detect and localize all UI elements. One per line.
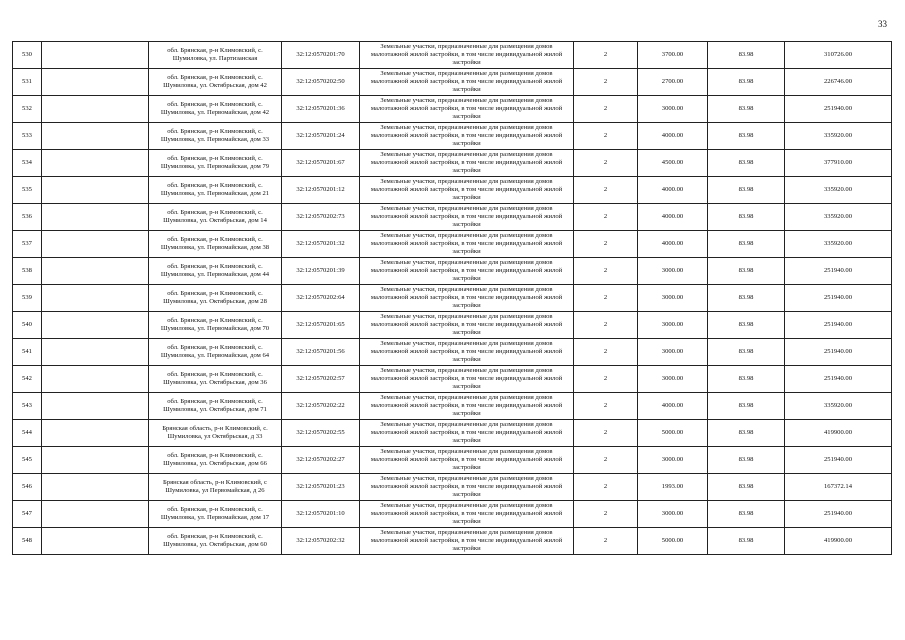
land-use-cell: Земельные участки, предназначенные для размещения домов малоэтажной жилой застройки, в том числе индивидуальной жилой застройки <box>360 123 574 150</box>
land-use-cell: Земельные участки, предназначенные для размещения домов малоэтажной жилой застройки, в том числе индивидуальной жилой застройки <box>360 285 574 312</box>
cadastral-value-cell: 251940.00 <box>785 312 892 339</box>
group-cell: 2 <box>574 285 638 312</box>
rate-cell: 83.98 <box>708 528 785 555</box>
rate-cell: 83.98 <box>708 123 785 150</box>
address-cell: обл. Брянская, р-н Климовский, с. Шумиловка, ул. Октябрьская, дом 14 <box>149 204 282 231</box>
group-cell: 2 <box>574 528 638 555</box>
cadastral-number-cell: 32:12:0570202:64 <box>282 285 360 312</box>
area-cell: 3000.00 <box>638 339 708 366</box>
cadastral-value-cell: 335920.00 <box>785 177 892 204</box>
group-cell: 2 <box>574 447 638 474</box>
address-cell: обл. Брянская, р-н Климовский, с. Шумиловка, ул. Первомайская, дом 79 <box>149 150 282 177</box>
table-row <box>13 96 892 123</box>
rate-cell: 83.98 <box>708 177 785 204</box>
rate-cell: 83.98 <box>708 393 785 420</box>
spacer-cell <box>42 42 149 69</box>
cadastral-value-cell: 310726.00 <box>785 42 892 69</box>
row-number: 545 <box>13 447 42 474</box>
cadastral-number-cell: 32:12:0570202:57 <box>282 366 360 393</box>
land-use-cell: Земельные участки, предназначенные для размещения домов малоэтажной жилой застройки, в том числе индивидуальной жилой застройки <box>360 150 574 177</box>
spacer-cell <box>42 285 149 312</box>
row-number: 536 <box>13 204 42 231</box>
group-cell: 2 <box>574 312 638 339</box>
spacer-cell <box>42 123 149 150</box>
land-use-cell: Земельные участки, предназначенные для размещения домов малоэтажной жилой застройки, в том числе индивидуальной жилой застройки <box>360 312 574 339</box>
group-cell: 2 <box>574 150 638 177</box>
row-number: 541 <box>13 339 42 366</box>
cadastral-number-cell: 32:12:0570201:23 <box>282 474 360 501</box>
table-row <box>13 177 892 204</box>
cadastral-value-cell: 251940.00 <box>785 366 892 393</box>
rate-cell: 83.98 <box>708 501 785 528</box>
area-cell: 3000.00 <box>638 285 708 312</box>
address-cell: Брянская область, р-н Климовский, с Шумиловка, ул Первомайская, д 26 <box>149 474 282 501</box>
cadastral-number-cell: 32:12:0570202:55 <box>282 420 360 447</box>
group-cell: 2 <box>574 474 638 501</box>
cadastral-value-cell: 419900.00 <box>785 528 892 555</box>
cadastral-value-cell: 335920.00 <box>785 123 892 150</box>
area-cell: 3000.00 <box>638 447 708 474</box>
row-number: 544 <box>13 420 42 447</box>
rate-cell: 83.98 <box>708 312 785 339</box>
spacer-cell <box>42 204 149 231</box>
page-number: 33 <box>878 19 887 29</box>
spacer-cell <box>42 528 149 555</box>
cadastral-value-cell: 335920.00 <box>785 231 892 258</box>
rate-cell: 83.98 <box>708 204 785 231</box>
land-use-cell: Земельные участки, предназначенные для размещения домов малоэтажной жилой застройки, в том числе индивидуальной жилой застройки <box>360 177 574 204</box>
cadastral-number-cell: 32:12:0570201:24 <box>282 123 360 150</box>
table-row <box>13 393 892 420</box>
table-row <box>13 339 892 366</box>
rate-cell: 83.98 <box>708 42 785 69</box>
rate-cell: 83.98 <box>708 447 785 474</box>
land-use-cell: Земельные участки, предназначенные для размещения домов малоэтажной жилой застройки, в том числе индивидуальной жилой застройки <box>360 447 574 474</box>
cadastral-number-cell: 32:12:0570201:32 <box>282 231 360 258</box>
area-cell: 3000.00 <box>638 258 708 285</box>
address-cell: обл. Брянская, р-н Климовский, с. Шумиловка, ул. Октябрьская, дом 42 <box>149 69 282 96</box>
group-cell: 2 <box>574 501 638 528</box>
row-number: 538 <box>13 258 42 285</box>
table-row <box>13 285 892 312</box>
row-number: 540 <box>13 312 42 339</box>
area-cell: 1993.00 <box>638 474 708 501</box>
rate-cell: 83.98 <box>708 420 785 447</box>
address-cell: обл. Брянская, р-н Климовский, с. Шумиловка, ул. Октябрьская, дом 28 <box>149 285 282 312</box>
address-cell: обл. Брянская, р-н Климовский, с. Шумиловка, ул. Первомайская, дом 70 <box>149 312 282 339</box>
area-cell: 3000.00 <box>638 96 708 123</box>
spacer-cell <box>42 420 149 447</box>
area-cell: 3000.00 <box>638 366 708 393</box>
address-cell: обл. Брянская, р-н Климовский, с. Шумиловка, ул. Первомайская, дом 38 <box>149 231 282 258</box>
spacer-cell <box>42 393 149 420</box>
spacer-cell <box>42 177 149 204</box>
land-use-cell: Земельные участки, предназначенные для размещения домов малоэтажной жилой застройки, в том числе индивидуальной жилой застройки <box>360 528 574 555</box>
group-cell: 2 <box>574 420 638 447</box>
spacer-cell <box>42 366 149 393</box>
group-cell: 2 <box>574 366 638 393</box>
address-cell: обл. Брянская, р-н Климовский, с. Шумиловка, ул. Октябрьская, дом 60 <box>149 528 282 555</box>
land-use-cell: Земельные участки, предназначенные для размещения домов малоэтажной жилой застройки, в том числе индивидуальной жилой застройки <box>360 366 574 393</box>
cadastral-value-cell: 251940.00 <box>785 285 892 312</box>
cadastral-value-cell: 251940.00 <box>785 339 892 366</box>
land-use-cell: Земельные участки, предназначенные для размещения домов малоэтажной жилой застройки, в том числе индивидуальной жилой застройки <box>360 42 574 69</box>
address-cell: обл. Брянская, р-н Климовский, с. Шумиловка, ул. Первомайская, дом 17 <box>149 501 282 528</box>
row-number: 546 <box>13 474 42 501</box>
group-cell: 2 <box>574 177 638 204</box>
group-cell: 2 <box>574 258 638 285</box>
spacer-cell <box>42 258 149 285</box>
land-use-cell: Земельные участки, предназначенные для размещения домов малоэтажной жилой застройки, в том числе индивидуальной жилой застройки <box>360 258 574 285</box>
table-row <box>13 231 892 258</box>
area-cell: 3000.00 <box>638 312 708 339</box>
address-cell: обл. Брянская, р-н Климовский, с. Шумиловка, ул. Первомайская, дом 21 <box>149 177 282 204</box>
land-use-cell: Земельные участки, предназначенные для размещения домов малоэтажной жилой застройки, в том числе индивидуальной жилой застройки <box>360 204 574 231</box>
address-cell: обл. Брянская, р-н Климовский, с. Шумиловка, ул. Первомайская, дом 64 <box>149 339 282 366</box>
group-cell: 2 <box>574 231 638 258</box>
address-cell: Брянская область, р-н Климовский, с. Шумиловка, ул Октябрьская, д 33 <box>149 420 282 447</box>
table-row <box>13 42 892 69</box>
row-number: 530 <box>13 42 42 69</box>
area-cell: 5000.00 <box>638 420 708 447</box>
cadastral-number-cell: 32:12:0570201:56 <box>282 339 360 366</box>
land-use-cell: Земельные участки, предназначенные для размещения домов малоэтажной жилой застройки, в том числе индивидуальной жилой застройки <box>360 420 574 447</box>
cadastral-number-cell: 32:12:0570202:27 <box>282 447 360 474</box>
area-cell: 4000.00 <box>638 177 708 204</box>
row-number: 539 <box>13 285 42 312</box>
area-cell: 3000.00 <box>638 501 708 528</box>
cadastral-number-cell: 32:12:0570201:36 <box>282 96 360 123</box>
table-row <box>13 447 892 474</box>
spacer-cell <box>42 501 149 528</box>
land-use-cell: Земельные участки, предназначенные для размещения домов малоэтажной жилой застройки, в том числе индивидуальной жилой застройки <box>360 393 574 420</box>
address-cell: обл. Брянская, р-н Климовский, с. Шумиловка, ул. Октябрьская, дом 71 <box>149 393 282 420</box>
area-cell: 4000.00 <box>638 123 708 150</box>
cadastral-number-cell: 32:12:0570201:67 <box>282 150 360 177</box>
land-use-cell: Земельные участки, предназначенные для размещения домов малоэтажной жилой застройки, в том числе индивидуальной жилой застройки <box>360 501 574 528</box>
land-use-cell: Земельные участки, предназначенные для размещения домов малоэтажной жилой застройки, в том числе индивидуальной жилой застройки <box>360 96 574 123</box>
area-cell: 4000.00 <box>638 204 708 231</box>
table-row <box>13 420 892 447</box>
group-cell: 2 <box>574 339 638 366</box>
spacer-cell <box>42 69 149 96</box>
cadastral-number-cell: 32:12:0570202:32 <box>282 528 360 555</box>
area-cell: 4000.00 <box>638 231 708 258</box>
group-cell: 2 <box>574 69 638 96</box>
cadastral-value-cell: 419900.00 <box>785 420 892 447</box>
rate-cell: 83.98 <box>708 258 785 285</box>
row-number: 547 <box>13 501 42 528</box>
row-number: 548 <box>13 528 42 555</box>
land-use-cell: Земельные участки, предназначенные для размещения домов малоэтажной жилой застройки, в том числе индивидуальной жилой застройки <box>360 231 574 258</box>
area-cell: 4500.00 <box>638 150 708 177</box>
cadastral-value-cell: 251940.00 <box>785 447 892 474</box>
table-row <box>13 150 892 177</box>
table-row <box>13 258 892 285</box>
land-register-table <box>12 41 892 555</box>
cadastral-value-cell: 251940.00 <box>785 258 892 285</box>
rate-cell: 83.98 <box>708 339 785 366</box>
cadastral-value-cell: 377910.00 <box>785 150 892 177</box>
rate-cell: 83.98 <box>708 231 785 258</box>
area-cell: 3700.00 <box>638 42 708 69</box>
land-use-cell: Земельные участки, предназначенные для размещения домов малоэтажной жилой застройки, в том числе индивидуальной жилой застройки <box>360 474 574 501</box>
spacer-cell <box>42 96 149 123</box>
rate-cell: 83.98 <box>708 285 785 312</box>
cadastral-value-cell: 251940.00 <box>785 501 892 528</box>
row-number: 534 <box>13 150 42 177</box>
address-cell: обл. Брянская, р-н Климовский, с. Шумиловка, ул. Партизанская <box>149 42 282 69</box>
address-cell: обл. Брянская, р-н Климовский, с. Шумиловка, ул. Первомайская, дом 33 <box>149 123 282 150</box>
address-cell: обл. Брянская, р-н Климовский, с. Шумиловка, ул. Первомайская, дом 42 <box>149 96 282 123</box>
land-use-cell: Земельные участки, предназначенные для размещения домов малоэтажной жилой застройки, в том числе индивидуальной жилой застройки <box>360 69 574 96</box>
group-cell: 2 <box>574 393 638 420</box>
group-cell: 2 <box>574 204 638 231</box>
cadastral-number-cell: 32:12:0570202:73 <box>282 204 360 231</box>
table-row <box>13 312 892 339</box>
rate-cell: 83.98 <box>708 474 785 501</box>
table-body <box>13 42 892 555</box>
rate-cell: 83.98 <box>708 96 785 123</box>
group-cell: 2 <box>574 96 638 123</box>
spacer-cell <box>42 231 149 258</box>
spacer-cell <box>42 150 149 177</box>
cadastral-value-cell: 226746.00 <box>785 69 892 96</box>
row-number: 542 <box>13 366 42 393</box>
table-row <box>13 123 892 150</box>
row-number: 537 <box>13 231 42 258</box>
land-use-cell: Земельные участки, предназначенные для размещения домов малоэтажной жилой застройки, в том числе индивидуальной жилой застройки <box>360 339 574 366</box>
row-number: 543 <box>13 393 42 420</box>
cadastral-value-cell: 335920.00 <box>785 204 892 231</box>
cadastral-value-cell: 335920.00 <box>785 393 892 420</box>
spacer-cell <box>42 474 149 501</box>
row-number: 533 <box>13 123 42 150</box>
rate-cell: 83.98 <box>708 69 785 96</box>
cadastral-number-cell: 32:12:0570201:70 <box>282 42 360 69</box>
cadastral-value-cell: 167372.14 <box>785 474 892 501</box>
group-cell: 2 <box>574 123 638 150</box>
table-row <box>13 474 892 501</box>
table-row <box>13 501 892 528</box>
area-cell: 2700.00 <box>638 69 708 96</box>
rate-cell: 83.98 <box>708 366 785 393</box>
spacer-cell <box>42 312 149 339</box>
row-number: 535 <box>13 177 42 204</box>
table-row <box>13 69 892 96</box>
rate-cell: 83.98 <box>708 150 785 177</box>
cadastral-number-cell: 32:12:0570202:22 <box>282 393 360 420</box>
cadastral-number-cell: 32:12:0570201:65 <box>282 312 360 339</box>
spacer-cell <box>42 339 149 366</box>
address-cell: обл. Брянская, р-н Климовский, с. Шумиловка, ул. Первомайская, дом 44 <box>149 258 282 285</box>
cadastral-value-cell: 251940.00 <box>785 96 892 123</box>
area-cell: 5000.00 <box>638 528 708 555</box>
cadastral-number-cell: 32:12:0570201:12 <box>282 177 360 204</box>
table-row <box>13 204 892 231</box>
group-cell: 2 <box>574 42 638 69</box>
address-cell: обл. Брянская, р-н Климовский, с. Шумиловка, ул. Октябрьская, дом 66 <box>149 447 282 474</box>
row-number: 532 <box>13 96 42 123</box>
table-row <box>13 366 892 393</box>
cadastral-number-cell: 32:12:0570202:50 <box>282 69 360 96</box>
table-row <box>13 528 892 555</box>
spacer-cell <box>42 447 149 474</box>
row-number: 531 <box>13 69 42 96</box>
cadastral-number-cell: 32:12:0570201:10 <box>282 501 360 528</box>
cadastral-number-cell: 32:12:0570201:39 <box>282 258 360 285</box>
area-cell: 4000.00 <box>638 393 708 420</box>
address-cell: обл. Брянская, р-н Климовский, с. Шумиловка, ул. Октябрьская, дом 36 <box>149 366 282 393</box>
